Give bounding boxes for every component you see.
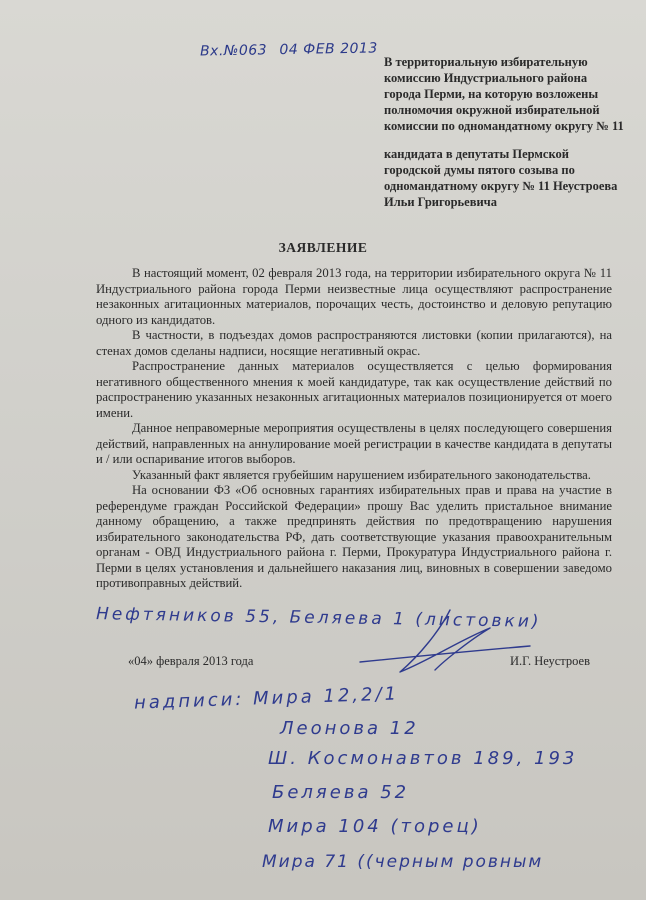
addressee-from: кандидата в депутаты Пермской городской думы пятого созыва по одномандатному округу № 11 Неустроева Ильи Григорьевича xyxy=(384,147,618,209)
stamp-number: Вх.№063 xyxy=(199,42,268,60)
handwritten-graffiti-line: Мира 71 ((черным ровным xyxy=(262,852,544,872)
document-title: ЗАЯВЛЕНИЕ xyxy=(278,240,368,255)
paragraph: На основании ФЗ «Об основных гарантиях избирательных прав и права на участие в референдуме граждан Российской Федерации» прошу Вас уделить пристальное внимание данному обращению, а также предпринять действия по предотвращению нарушения избирательного законодательства РФ, дать соответствующие указания правоохранительным органам - ОВД Индустриального района г. Перми, Прокуратура Индустриального района г. Перми в целях установления и дальнейшего наказания лиц, виновных в совершении заведомо противоправных действий. xyxy=(96,483,612,590)
paragraph: В настоящий момент, 02 февраля 2013 года, на территории избирательного округа № 11 Индустриального района города Перми неизвестные лица осуществляют распространение незаконных агитационных материалов, порочащих честь, достоинство и деловую репутацию одного из кандидатов. xyxy=(96,266,612,327)
stamp-date: 04 ФЕВ 2013 xyxy=(279,40,378,59)
handwritten-graffiti-line: Ш. Космонавтов 189, 193 xyxy=(268,748,578,769)
handwritten-graffiti-line: надписи: Мира 12,2/1 xyxy=(133,683,400,714)
addressee-block xyxy=(384,54,624,222)
signer-name: И.Г. Неустроев xyxy=(510,654,590,668)
addressee-to: В территориальную избирательную комиссию Индустриального района города Перми, на которую возложены полномочия окружной избирательной комиссии по одномандатному округу № 11 xyxy=(384,55,624,133)
document-body xyxy=(96,266,612,592)
document-date: «04» февраля 2013 года xyxy=(128,654,254,668)
incoming-stamp xyxy=(200,40,378,59)
handwritten-graffiti-line: Мира 104 (торец) xyxy=(268,816,482,837)
paragraph: Распространение данных материалов осуществляется с целью формирования негативного общественного мнения к моей кандидатуре, так как осуществление действий по распространению указанных незаконных агитационных материалов позиционируется от моего имени. xyxy=(96,359,612,420)
handwritten-graffiti-line: Беляева 52 xyxy=(272,782,410,803)
paragraph: Данное неправомерные мероприятия осуществлены в целях последующего совершения действий, направленных на аннулирование моей регистрации в качестве кандидата в депутаты и / или оспаривание итогов выборов. xyxy=(96,421,612,466)
handwritten-leaflet-addresses: Нефтяников 55, Беляева 1 (листовки) xyxy=(95,604,542,632)
paragraph: Указанный факт является грубейшим нарушением избирательного законодательства. xyxy=(132,467,591,482)
paragraph: В частности, в подъездах домов распространяются листовки (копии прилагаются), на стенах домов сделаны надписи, носящие негативный окрас. xyxy=(96,328,612,358)
handwritten-graffiti-line: Леонова 12 xyxy=(280,718,419,739)
